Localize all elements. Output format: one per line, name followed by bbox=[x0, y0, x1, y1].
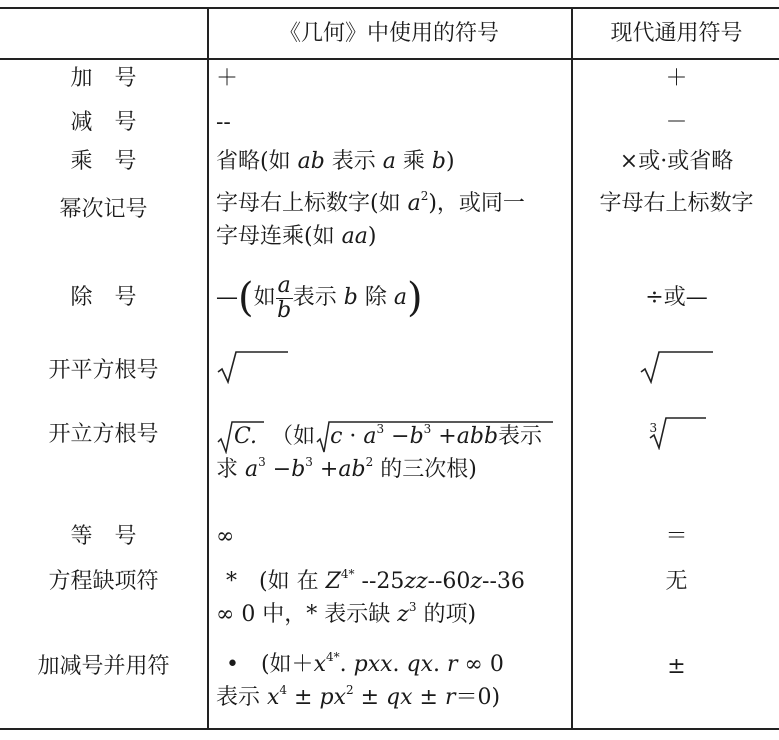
text: − bbox=[384, 424, 410, 449]
text: 的项) bbox=[416, 602, 477, 627]
text: · bbox=[342, 424, 364, 449]
header-col3: 现代通用符号 bbox=[610, 21, 743, 46]
text: . bbox=[433, 652, 448, 677]
text: + bbox=[312, 457, 339, 482]
text: + bbox=[431, 424, 457, 449]
sup: 2 bbox=[420, 189, 429, 203]
row-name-cbrt: 开立方根号 bbox=[48, 422, 159, 447]
row-modern-multiply: ×或·或省略 bbox=[619, 149, 734, 174]
row-name-sqrt: 开平方根号 bbox=[48, 358, 159, 383]
row-geometry-sqrt bbox=[216, 350, 571, 384]
sup: 4* bbox=[325, 650, 340, 664]
numerator: a bbox=[277, 272, 291, 298]
text: . bbox=[392, 652, 407, 677]
var: z bbox=[397, 602, 409, 627]
var: abb bbox=[456, 424, 499, 449]
var: x bbox=[267, 685, 280, 710]
text: ) bbox=[367, 224, 377, 249]
line bbox=[216, 598, 571, 631]
row-name-plus: 加 号 bbox=[70, 66, 137, 91]
text: ∞ 0 bbox=[457, 652, 504, 677]
table-top-rule bbox=[0, 7, 779, 9]
var: C. bbox=[234, 424, 258, 449]
column-divider-1 bbox=[207, 7, 209, 730]
column-divider-2 bbox=[571, 7, 573, 730]
sup: 4 bbox=[279, 683, 288, 697]
var: a bbox=[407, 191, 421, 216]
var: a bbox=[245, 457, 259, 482]
row-geometry-plus: ＋ bbox=[216, 66, 239, 91]
text: ± bbox=[353, 685, 387, 710]
paren-left: ( bbox=[238, 275, 254, 321]
sup: 3 bbox=[408, 600, 417, 614]
var: b bbox=[291, 457, 306, 482]
text: ＝0) bbox=[455, 685, 501, 710]
var: aa bbox=[341, 224, 368, 249]
text: — bbox=[216, 285, 238, 310]
header-col2: 《几何》中使用的符号 bbox=[278, 21, 499, 46]
row-geometry-plus-minus bbox=[216, 648, 571, 714]
radical-group bbox=[315, 420, 498, 453]
row-geometry-minus: -- bbox=[216, 110, 231, 135]
text: --60 bbox=[427, 569, 471, 594]
var: ab bbox=[338, 457, 366, 482]
row-modern-sqrt bbox=[574, 350, 779, 384]
sup: 3 bbox=[305, 455, 313, 469]
line bbox=[216, 187, 571, 220]
text: 省略(如 bbox=[216, 149, 298, 174]
row-modern-power: 字母右上标数字 bbox=[599, 191, 754, 216]
text: ∞ 0 中，* 表示缺 bbox=[216, 602, 398, 627]
text: 表示 bbox=[216, 685, 267, 710]
text: • (如＋ bbox=[226, 652, 314, 677]
var: b bbox=[343, 285, 358, 310]
text: 表示 bbox=[324, 149, 383, 174]
denominator: b bbox=[277, 297, 292, 323]
sup: 2 bbox=[345, 683, 354, 697]
text: )，或同一 bbox=[428, 191, 525, 216]
text: 乘 bbox=[395, 149, 432, 174]
row-geometry-multiply bbox=[216, 145, 571, 178]
sup: 3 bbox=[258, 455, 266, 469]
line bbox=[216, 453, 571, 486]
sqrt-symbol-icon bbox=[216, 420, 266, 454]
line bbox=[216, 220, 571, 253]
sup: 3 bbox=[423, 422, 432, 436]
row-geometry-power bbox=[216, 187, 571, 253]
var: pxx bbox=[353, 652, 393, 677]
row-name-equals: 等 号 bbox=[70, 524, 137, 549]
row-modern-plus-minus: ± bbox=[667, 654, 686, 679]
line bbox=[216, 648, 571, 681]
text: 字母右上标数字(如 bbox=[216, 191, 408, 216]
var: a bbox=[363, 424, 377, 449]
row-geometry-missing-term bbox=[216, 565, 571, 631]
row-name-multiply: 乘 号 bbox=[70, 149, 137, 174]
cbrt-symbol-icon bbox=[646, 416, 708, 450]
var: z bbox=[470, 569, 483, 594]
row-name-power: 幂次记号 bbox=[59, 197, 148, 222]
row-modern-cbrt bbox=[574, 416, 779, 450]
sqrt-symbol-icon bbox=[216, 350, 290, 384]
var: c bbox=[330, 424, 343, 449]
var: b bbox=[409, 424, 424, 449]
var: qx bbox=[386, 685, 413, 710]
row-name-minus: 减 号 bbox=[70, 110, 137, 135]
text: 字母连乘(如 bbox=[216, 224, 342, 249]
fraction bbox=[276, 274, 293, 323]
var: r bbox=[447, 652, 458, 677]
var: zz bbox=[404, 569, 428, 594]
row-geometry-divide bbox=[216, 270, 571, 326]
row-modern-equals: ＝ bbox=[665, 524, 688, 549]
line bbox=[216, 681, 571, 714]
line bbox=[216, 565, 571, 598]
sup: 2 bbox=[365, 455, 374, 469]
var: b bbox=[431, 149, 446, 174]
text: ± bbox=[287, 685, 320, 710]
text: 除 bbox=[357, 285, 394, 310]
var: qx bbox=[406, 652, 434, 677]
text: （如 bbox=[271, 424, 316, 449]
text: * (如 在 bbox=[226, 569, 326, 594]
var: px bbox=[319, 685, 346, 710]
sqrt-symbol-icon bbox=[315, 420, 555, 454]
sqrt-symbol-icon bbox=[639, 350, 715, 384]
table-bottom-rule bbox=[0, 728, 779, 730]
row-name-divide: 除 号 bbox=[70, 285, 137, 310]
row-geometry-equals: ∞ bbox=[216, 524, 235, 549]
text: 如 bbox=[253, 285, 276, 310]
var: r bbox=[444, 685, 456, 710]
row-name-missing-term: 方程缺项符 bbox=[48, 569, 159, 594]
text: 表示 bbox=[498, 424, 543, 449]
text: 表示 bbox=[292, 285, 344, 310]
text: --25 bbox=[354, 569, 405, 594]
var: a bbox=[393, 285, 407, 310]
text: --36 bbox=[482, 569, 525, 594]
header-bottom-rule bbox=[0, 58, 779, 60]
text: − bbox=[265, 457, 292, 482]
var: a bbox=[382, 149, 396, 174]
var: Z bbox=[325, 569, 341, 594]
text: ) bbox=[446, 149, 455, 174]
cube-root-symbol: 3 bbox=[646, 416, 708, 450]
text: ± bbox=[412, 685, 445, 710]
paren-right: ) bbox=[406, 275, 423, 321]
sup: 4* bbox=[340, 567, 355, 581]
row-modern-divide: ÷或— bbox=[645, 285, 708, 310]
text: 的三次根) bbox=[373, 457, 477, 482]
var: ab bbox=[297, 149, 325, 174]
row-modern-plus: ＋ bbox=[665, 66, 688, 91]
row-modern-missing-term: 无 bbox=[665, 569, 688, 594]
line bbox=[216, 420, 571, 453]
row-modern-minus: － bbox=[665, 110, 688, 135]
text: . bbox=[339, 652, 354, 677]
row-geometry-cbrt bbox=[216, 420, 571, 486]
sup: 3 bbox=[376, 422, 385, 436]
row-name-plus-minus: 加减号并用符 bbox=[37, 654, 170, 679]
var: x bbox=[313, 652, 326, 677]
text: 求 bbox=[216, 457, 245, 482]
